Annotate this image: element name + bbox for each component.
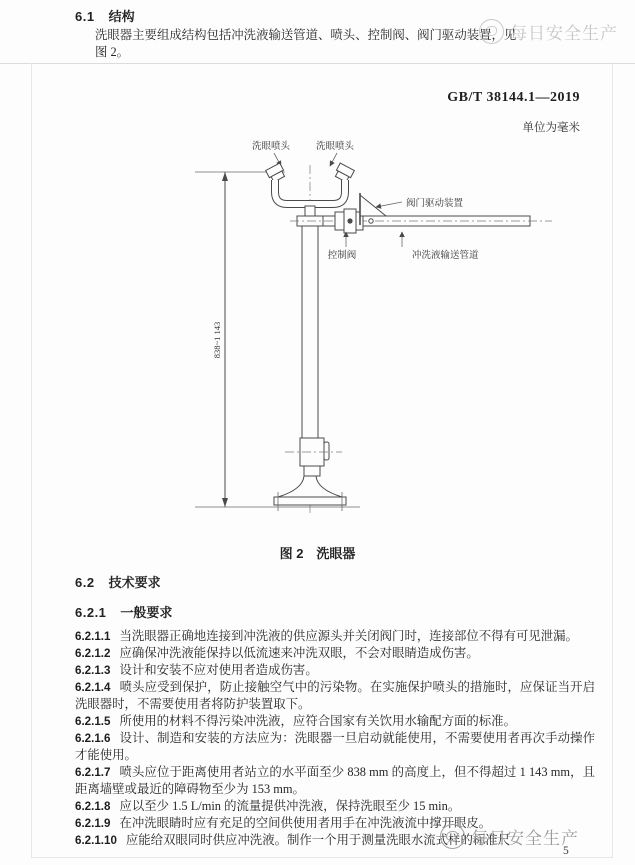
clause-text: 应以至少 1.5 L/min 的流量提供冲洗液，保持洗眼至少 15 min。 <box>119 799 461 813</box>
section-heading-6-2 <box>75 572 161 591</box>
nozzle-right-label: 洗眼喷头 <box>315 142 355 152</box>
nozzle-right <box>334 163 355 183</box>
clause-number: 6.2.1.1 <box>75 630 111 643</box>
watermark-text: 每日安全生产 <box>471 829 579 848</box>
section-heading-6-1 <box>75 6 135 25</box>
clause-number: 6.2.1.9 <box>75 817 111 830</box>
clause-text: 所使用的材料不得污染冲洗液，应符合国家有关饮用水输配方面的标准。 <box>119 714 516 728</box>
clause-text: 设计、制造和安装的方法应为：洗眼器一旦启动就能使用，不需要使用者再次手动操作才能使用。 <box>75 731 595 762</box>
section-title: 技术要求 <box>108 575 161 590</box>
clause-number: 6.2.1.2 <box>75 647 111 660</box>
clause-row <box>75 645 595 662</box>
clause-row <box>75 679 595 713</box>
clause-number: 6.2.1.6 <box>75 732 111 745</box>
intro-paragraph: 洗眼器主要组成结构包括冲洗液输送管道、喷头、控制阀、阀门驱动装置，见图 2。 <box>95 28 517 59</box>
clause-row <box>75 628 595 645</box>
clause-number: 6.2.1.8 <box>75 800 111 813</box>
clause-list <box>75 628 595 849</box>
leader-nozzle-right <box>330 153 337 166</box>
stand-column <box>302 226 318 438</box>
section-heading-6-2-1 <box>75 602 172 621</box>
clause-number: 6.2.1.3 <box>75 664 111 677</box>
nozzle-left <box>266 163 287 183</box>
clause-row <box>75 662 595 679</box>
clause-number: 6.2.1.7 <box>75 766 111 779</box>
figure-caption: 图 2 洗眼器 <box>279 546 356 561</box>
section-title: 一般要求 <box>120 605 173 620</box>
control-valve-label: 控制阀 <box>327 251 357 261</box>
leader-valve-actuator <box>376 202 402 207</box>
section-number: 6.2.1 <box>75 605 107 620</box>
nozzle-left-label: 洗眼喷头 <box>251 142 291 152</box>
eyewash-figure-diagram <box>190 135 565 520</box>
tee-neck <box>305 206 315 216</box>
clause-row <box>75 798 595 815</box>
watermark-text: 每日安全生产 <box>510 24 618 43</box>
unit-note: 单位为毫米 <box>522 122 580 134</box>
height-dimension-label: 838~1 143 <box>212 321 222 359</box>
section-number: 6.1 <box>75 9 95 24</box>
clause-text: 应能给双眼同时供应冲洗液。制作一个用于测量洗眼水流式样的标准尺 <box>125 833 511 847</box>
clause-text: 喷头应位于距离使用者站立的水平面至少 838 mm 的高度上，但不得超过 1 143 mm，且距离墙壁或最近的障碍物至少为 153 mm。 <box>75 765 595 796</box>
supply-pipe-label: 冲洗液输送管道 <box>412 251 479 261</box>
clause-number: 6.2.1.10 <box>75 834 117 847</box>
valve-actuator-label: 阀门驱动装置 <box>406 199 464 209</box>
section-title: 结构 <box>108 9 135 24</box>
clause-row <box>75 815 595 832</box>
clause-row <box>75 832 595 849</box>
standard-code: GB/T 38144.1—2019 <box>447 90 580 105</box>
clause-row <box>75 730 595 764</box>
clause-number: 6.2.1.5 <box>75 715 111 728</box>
clause-text: 当洗眼器正确地连接到冲洗液的供应源头并关闭阀门时，连接部位不得有可见泄漏。 <box>119 629 578 643</box>
clause-row <box>75 764 595 798</box>
section-number: 6.2 <box>75 575 95 590</box>
pedestal-block <box>285 438 342 476</box>
clause-number: 6.2.1.4 <box>75 681 111 694</box>
clause-text: 在冲洗眼睛时应有充足的空间供使用者用手在冲洗液流中撑开眼皮。 <box>119 816 492 830</box>
page-number: 5 <box>563 845 569 857</box>
clause-text: 喷头应受到保护，防止接触空气中的污染物。在实施保护喷头的措施时，应保证当开启洗眼器时，不需要使用者将防护装置取下。 <box>75 680 595 711</box>
clause-text: 应确保冲洗液能保持以低流速来冲洗双眼，不会对眼睛造成伤害。 <box>119 646 479 660</box>
clause-text: 设计和安装不应对使用者造成伤害。 <box>119 663 318 677</box>
clause-row <box>75 713 595 730</box>
